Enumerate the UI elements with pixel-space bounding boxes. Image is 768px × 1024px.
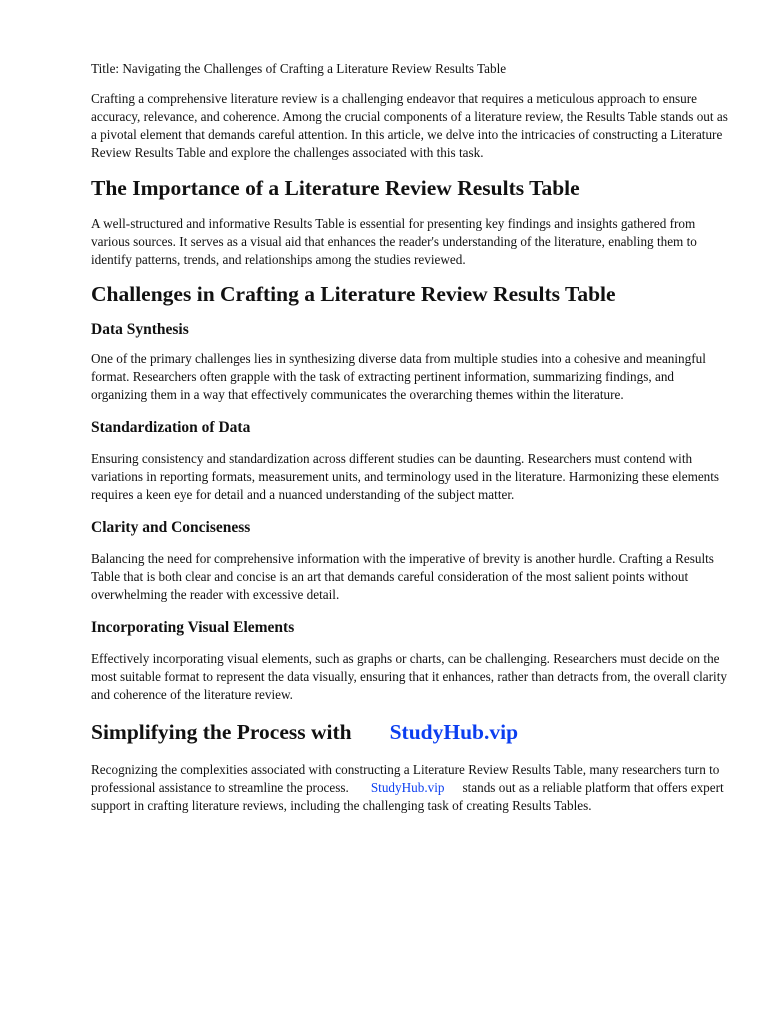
simplifying-text-before: Recognizing the complexities associated with constructing a Literature Review Results Table, many researchers turn to professional assistance to streamline the process. [91, 762, 720, 795]
subheading-data-synthesis: Data Synthesis [91, 321, 189, 338]
document-page [91, 60, 731, 815]
importance-paragraph: A well-structured and informative Results Table is essential for presenting key findings and insights gathered from various sources. It serves as a visual aid that enhances the reader's understanding of the literature, enabling them to identify patterns, trends, and relationships among the studies reviewed. [91, 216, 697, 267]
visual-elements-paragraph: Effectively incorporating visual elements, such as graphs or charts, can be challenging. Researchers must decide on the most suitable format to represent the data visually, ensuring that it enhances, rather than detracts from, the overall clarity and coherence of the literature review. [91, 651, 727, 702]
intro-paragraph: Crafting a comprehensive literature review is a challenging endeavor that requires a meticulous approach to ensure accuracy, relevance, and coherence. Among the crucial components of a literature review, the Results Table stands out as a pivotal element that demands careful attention. In this article, we delve into the intricacies of constructing a Literature Review Results Table and explore the challenges associated with this task. [91, 91, 728, 160]
data-synthesis-paragraph: One of the primary challenges lies in synthesizing diverse data from multiple studies into a cohesive and meaningful format. Researchers often grapple with the task of extracting pertinent information, summarizing findings, and organizing them in a way that effectively communicates the overarching themes within the literature. [91, 351, 706, 402]
studyhub-heading-link[interactable]: StudyHub.vip [389, 720, 519, 744]
clarity-paragraph: Balancing the need for comprehensive information with the imperative of brevity is another hurdle. Crafting a Results Table that is both clear and concise is an art that demands careful consideration of the most salient points without overwhelming the reader with excessive detail. [91, 551, 714, 602]
subheading-clarity: Clarity and Conciseness [91, 519, 251, 536]
simplifying-paragraph [91, 761, 731, 815]
standardization-paragraph: Ensuring consistency and standardization across different studies can be daunting. Researchers must contend with variations in reporting formats, measurement units, and terminology used in the literature. Harmonizing these elements requires a keen eye for detail and a nuanced understanding of the subject matter. [91, 451, 720, 502]
studyhub-inline-link[interactable]: StudyHub.vip [370, 780, 445, 795]
heading-simplifying-text: Simplifying the Process with [91, 720, 352, 744]
simplifying-text-after: stands out as a reliable platform that offers expert support in crafting literature reviews, including the challenging task of creating Results Tables. [91, 780, 724, 813]
heading-challenges: Challenges in Crafting a Literature Review Results Table [91, 282, 616, 306]
document-title: Title: Navigating the Challenges of Crafting a Literature Review Results Table [91, 61, 507, 76]
heading-simplifying [91, 719, 731, 745]
subheading-visual-elements: Incorporating Visual Elements [91, 619, 295, 636]
subheading-standardization: Standardization of Data [91, 419, 251, 436]
heading-importance: The Importance of a Literature Review Results Table [91, 176, 580, 200]
